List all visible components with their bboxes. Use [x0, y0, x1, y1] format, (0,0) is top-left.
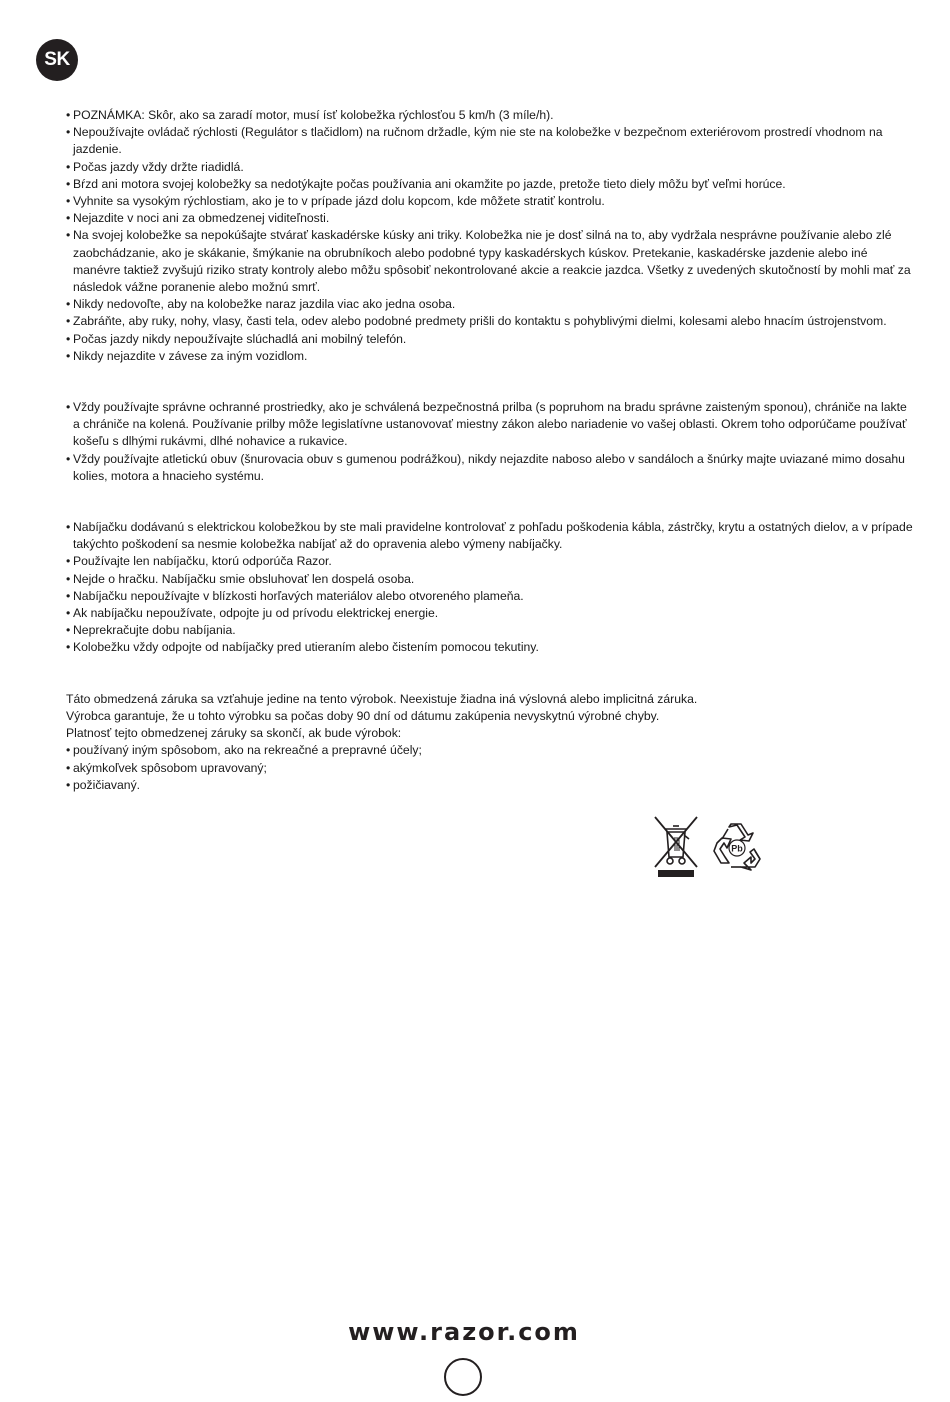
language-badge: SK — [36, 39, 78, 81]
footer-url: www.razor.com — [348, 1318, 580, 1346]
recycle-label: Pb — [731, 843, 743, 854]
charger-list — [66, 519, 916, 657]
warranty-line: Táto obmedzená záruka sa vzťahuje jedine na tento výrobok. Neexistuje žiadna iná výslovná alebo implicitná záruka. — [66, 691, 698, 706]
list-item: • Používajte len nabíjačku, ktorú odporúča Razor. — [66, 553, 916, 570]
protective-gear-list — [66, 399, 916, 485]
list-item: • Nikdy nejazdite v závese za iným vozidlom. — [66, 348, 916, 365]
page-number-circle — [444, 1358, 482, 1396]
list-item: • Nejazdite v noci ani za obmedzenej viditeľnosti. — [66, 210, 916, 227]
list-item: • Nejde o hračku. Nabíjačku smie obsluhovať len dospelá osoba. — [66, 571, 916, 588]
list-item: • Neprekračujte dobu nabíjania. — [66, 622, 916, 639]
list-item: • Nikdy nedovoľte, aby na kolobežke naraz jazdila viac ako jedna osoba. — [66, 296, 916, 313]
list-item: • POZNÁMKA: Skôr, ako sa zaradí motor, musí ísť kolobežka rýchlosťou 5 km/h (3 míle/h). — [66, 107, 916, 124]
list-item: • Vyhnite sa vysokým rýchlostiam, ako je to v prípade jázd dolu kopcom, kde môžete stratiť kontrolu. — [66, 193, 916, 210]
list-item: • Počas jazdy vždy držte riadidlá. — [66, 159, 916, 176]
list-item: • Zabráňte, aby ruky, nohy, vlasy, časti tela, odev alebo podobné predmety prišli do kontaktu s pohyblivými dielmi, kolesami alebo hnacím ústrojenstvom. — [66, 313, 916, 330]
list-item: • Bŕzd ani motora svojej kolobežky sa nedotýkajte počas používania ani okamžite po jazde, pretože tieto diely môžu byť veľmi horúce. — [66, 176, 916, 193]
list-item: • akýmkoľvek spôsobom upravovaný; — [66, 760, 916, 777]
warranty-list — [66, 742, 916, 794]
list-item: • požičiavaný. — [66, 777, 916, 794]
disposal-symbols — [653, 815, 765, 879]
list-item: • Nabíjačku dodávanú s elektrickou kolobežkou by ste mali pravidelne kontrolovať z pohľadu poškodenia kábla, zástrčky, krytu a ostatných dielov, a v prípade takýchto poškodení sa nesmie kolobežka nabíjať až do opravenia alebo výmeny nabíjačky. — [66, 519, 916, 553]
crossed-out-wheelie-bin-icon — [653, 815, 699, 879]
document-body — [66, 107, 916, 794]
list-item: • Ak nabíjačku nepoužívate, odpojte ju od prívodu elektrickej energie. — [66, 605, 916, 622]
list-item: • používaný iným spôsobom, ako na rekreačné a prepravné účely; — [66, 742, 916, 759]
list-item: • Počas jazdy nikdy nepoužívajte slúchadlá ani mobilný telefón. — [66, 331, 916, 348]
recycle-pb-icon — [711, 821, 763, 873]
list-item: • Na svojej kolobežke sa nepokúšajte stvárať kaskadérske kúsky ani triky. Kolobežka nie je dosť silná na to, aby vydržala nesprávne používanie alebo zlé zaobchádzanie, ako je skákanie, šmýkanie na obrubníkoch alebo podobné typy kaskadérskych kúskov. Pretekanie, kaskadérske jazdenie alebo iné manévre taktiež zvyšujú riziko straty kontroly alebo môžu spôsobiť nekontrolované akcie a reakcie jazdca. Všetky z uvedených skutočností by mohli mať za následok vážne poranenie alebo možnú smrť. — [66, 227, 916, 296]
list-item: • Nabíjačku nepoužívajte v blízkosti horľavých materiálov alebo otvoreného plameňa. — [66, 588, 916, 605]
list-item: • Kolobežku vždy odpojte od nabíjačky pred utieraním alebo čistením pomocou tekutiny. — [66, 639, 916, 656]
protective-gear-section — [66, 399, 916, 485]
charger-section — [66, 519, 916, 657]
safety-section — [66, 107, 916, 365]
warranty-line: Výrobca garantuje, že u tohto výrobku sa počas doby 90 dní od dátumu zakúpenia nevyskytnú výrobné chyby. — [66, 708, 660, 723]
list-item: • Vždy používajte atletickú obuv (šnurovacia obuv s gumenou podrážkou), nikdy nejazdite naboso alebo v sandáloch a šnúrky majte uviazané mimo dosahu kolies, motora a hnacieho systému. — [66, 451, 916, 485]
list-item: • Vždy používajte správne ochranné prostriedky, ako je schválená bezpečnostná prilba (s popruhom na bradu správne zaisteným sponou), chrániče na lakte a chrániče na kolená. Používanie prilby môže legislatívne ustanovovať miestny zákon alebo nariadenie vo vašej oblasti. Okrem toho odporúčame používať košeľu s dlhými rukávmi, dlhé nohavice a rukavice. — [66, 399, 916, 451]
warranty-line: Platnosť tejto obmedzenej záruky sa skončí, ak bude výrobok: — [66, 726, 402, 741]
safety-list — [66, 107, 916, 365]
list-item: • Nepoužívajte ovládač rýchlosti (Regulátor s tlačidlom) na ručnom držadle, kým nie ste na kolobežke v bezpečnom exteriérovom prostredí vhodnom na jazdenie. — [66, 124, 916, 158]
warranty-section — [66, 691, 916, 794]
